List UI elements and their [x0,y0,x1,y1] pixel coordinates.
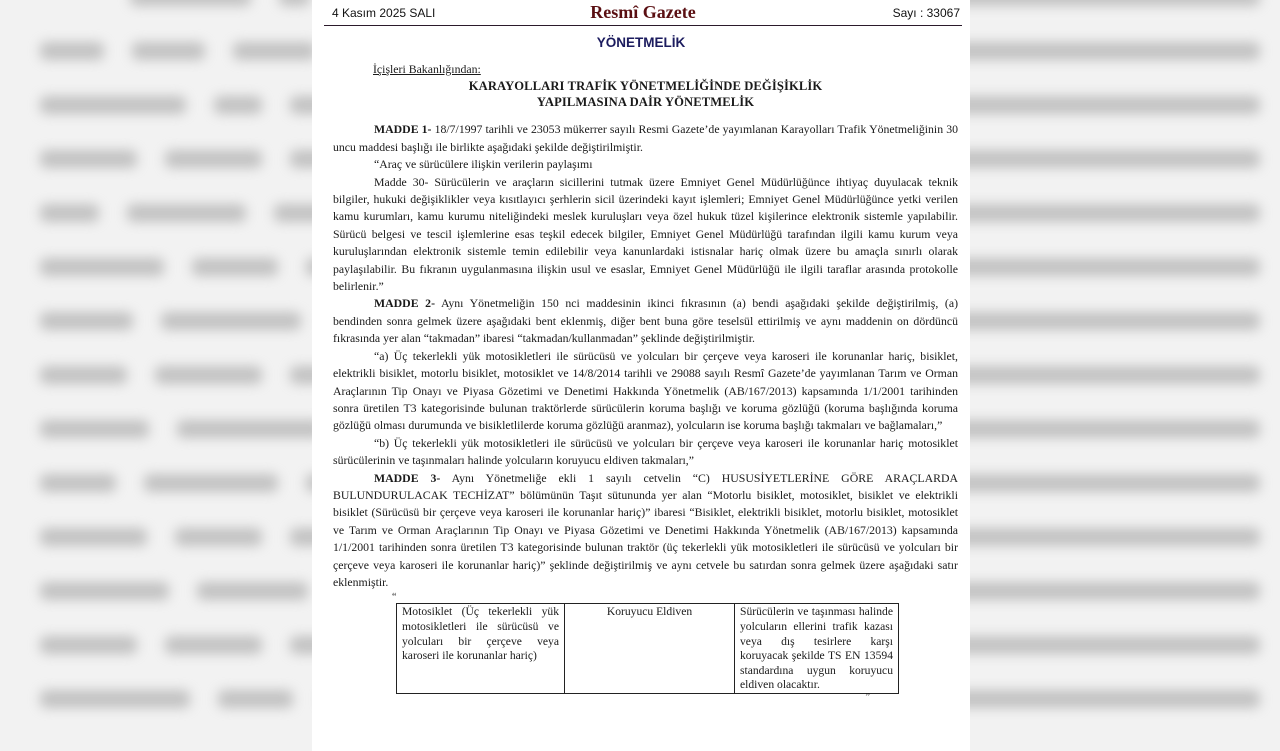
article-2-item-a: “a) Üç tekerlekli yük motosikletleri ile sürücüsü ve yolcuları bir çerçeve veya karoseri ile korunanlar hariç, bisiklet, elektrikli bisiklet, motorlu bisiklet, motosiklet ve 14/8/2014 tarihli ve 29088 sayılı Resmî Gazete’de yayımlanan Tarım ve Orman Araçlarının Tip Onayı ve Piyasa Gözetimi ve Denetimi Hakkında Yönetmelik (AB/167/2013) kapsamında 1/1/2001 tarihinden sonra üretilen T3 kategorisinde bulunan traktörlerde sürücülerin koruma başlığı ve koruma gözlüğü (koruma başlığında koruma gözlüğü olması durumunda ve bisikletlilerde koruma gözlüğü aranmaz), yolcuların ise koruma başlığı takmaları ve bağlamaları,” [333,348,958,433]
article-3 [333,470,958,592]
issue-date: 4 Kasım 2025 SALI [332,6,436,20]
equipment-table [396,603,899,694]
description-cell: Sürücülerin ve taşınması halinde yolcuların ellerini trafik kazası veya dış tesirlere karşı koruyacak şekilde TS EN 13594 standardına uygun koruyucu eldiven olacaktır. [735,604,899,694]
article-1 [333,121,958,156]
table-row [397,604,899,694]
article-3-label: MADDE 3- [374,470,441,485]
table-open-quote: “ [392,592,397,604]
gazette-page [312,0,970,751]
document-body [312,61,970,702]
issue-number: Sayı : 33067 [892,6,960,20]
article-2-item-b: “b) Üç tekerlekli yük motosikletleri ile sürücüsü ve yolcuları bir çerçeve veya karoseri ile korunanlar hariç motosiklet sürücülerinin ve taşınmaları halinde yolcuların koruyucu eldiven takmaları,” [333,435,958,468]
regulation-title [333,78,958,110]
vehicle-cell: Motosiklet (Üç tekerlekli yük motosikletleri ile sürücüsü ve yolcuları bir çerçeve veya karoseri ile korunanlar hariç) [397,604,565,694]
masthead [324,0,962,26]
article-1-quote-body: Madde 30- Sürücülerin ve araçların sicillerini tutmak üzere Emniyet Genel Müdürlüğünce ihtiyaç duyulacak teknik bilgiler, hukuki değişiklikler veya kısıtlayıcı şerhlerin sicil üzerindeki kayıt işlemleri; Emniyet Genel Müdürlüğünce yetki verilen kamu kurumları, kamu kurumu niteliğindeki meslek kuruluşları veya özel hukuk tüzel kişilerince elektronik sistemle yapılabilir. Sürücü belgesi ve tescil işlemlerine esas teşkil edecek bilgiler, Emniyet Genel Müdürlüğü tarafından ilgili kamu kurum veya kuruluşlarından elektronik sistemle temin edilebilir veya kanunlardaki istisnalar hariç olmak üzere bu amaçla sınırlı olarak paylaşılabilir. Bu fıkranın uygulanmasına ilişkin usul ve esaslar, Emniyet Genel Müdürlüğü ile ilgili taraflar arasında protokolle belirlenir.” [333,174,958,294]
regulation-title-line-1: KARAYOLLARI TRAFİK YÖNETMELİĞİNDE DEĞİŞİKLİK [468,79,823,94]
equipment-cell: Koruyucu Eldiven [565,604,735,694]
regulation-title-line-2: YAPILMASINA DAİR YÖNETMELİK [536,95,755,110]
gazette-title: Resmî Gazete [590,2,696,22]
article-1-quote-heading: “Araç ve sürücülere ilişkin verilerin paylaşımı [374,157,593,172]
ministry-name: İçişleri Bakanlığından: [373,62,481,76]
article-2-label: MADDE 2- [374,296,435,311]
article-3-text: Aynı Yönetmeliğe ekli 1 sayılı cetvelin “C) HUSUSİYETLERİNE GÖRE ARAÇLARDA BULUNDURULACAK TECHİZAT” bölümünün Taşıt sütununda yer alan “Motorlu bisiklet, motosiklet, bisiklet ve elektrikli bisiklet (Sürücüsü bir çerçeve veya karoseri ile korunanlar hariç)” ibaresi “Bisiklet, elektrikli bisiklet, motorlu bisiklet, motosiklet ve Tarım ve Orman Araçlarının Tip Onayı ve Piyasa Gözetimi ve Denetimi Hakkında Yönetmelik (AB/167/2013) kapsamında 1/1/2001 tarihinden sonra üretilen T3 kategorisinde bulunan traktör (üç tekerlekli yük motosikletleri ile sürücüsü ve yolcuları bir çerçeve veya karoseri ile korunanlar hariç)” şeklinde değiştirilmiş ve aynı cetvele bu satırdan sonra gelmek üzere aşağıdaki satır eklenmiştir. [333,470,958,589]
article-2-text: Aynı Yönetmeliğin 150 nci maddesinin ikinci fıkrasının (a) bendi aşağıdaki şekilde değiştirilmiş, (a) bendinden sonra gelmek üzere aşağıdaki bent eklenmiş, diğer bent buna göre teselsül ettirilmiş ve aynı maddenin on dördüncü fıkrasında yer alan “takmadan” ibaresi “takmadan/kullanmadan” şeklinde değiştirilmiştir. [333,296,959,346]
article-1-text: 18/7/1997 tarihli ve 23053 mükerrer sayılı Resmi Gazete’de yayımlanan Karayolları Trafik Yönetmeliğinin 30 uncu maddesi başlığı ile birlikte aşağıdaki şekilde değiştirilmiştir. [333,122,958,154]
article-1-label: MADDE 1- [374,122,432,137]
section-title: YÖNETMELİK [596,35,686,50]
article-2 [333,295,958,347]
table-close-quote: ” [865,691,870,703]
